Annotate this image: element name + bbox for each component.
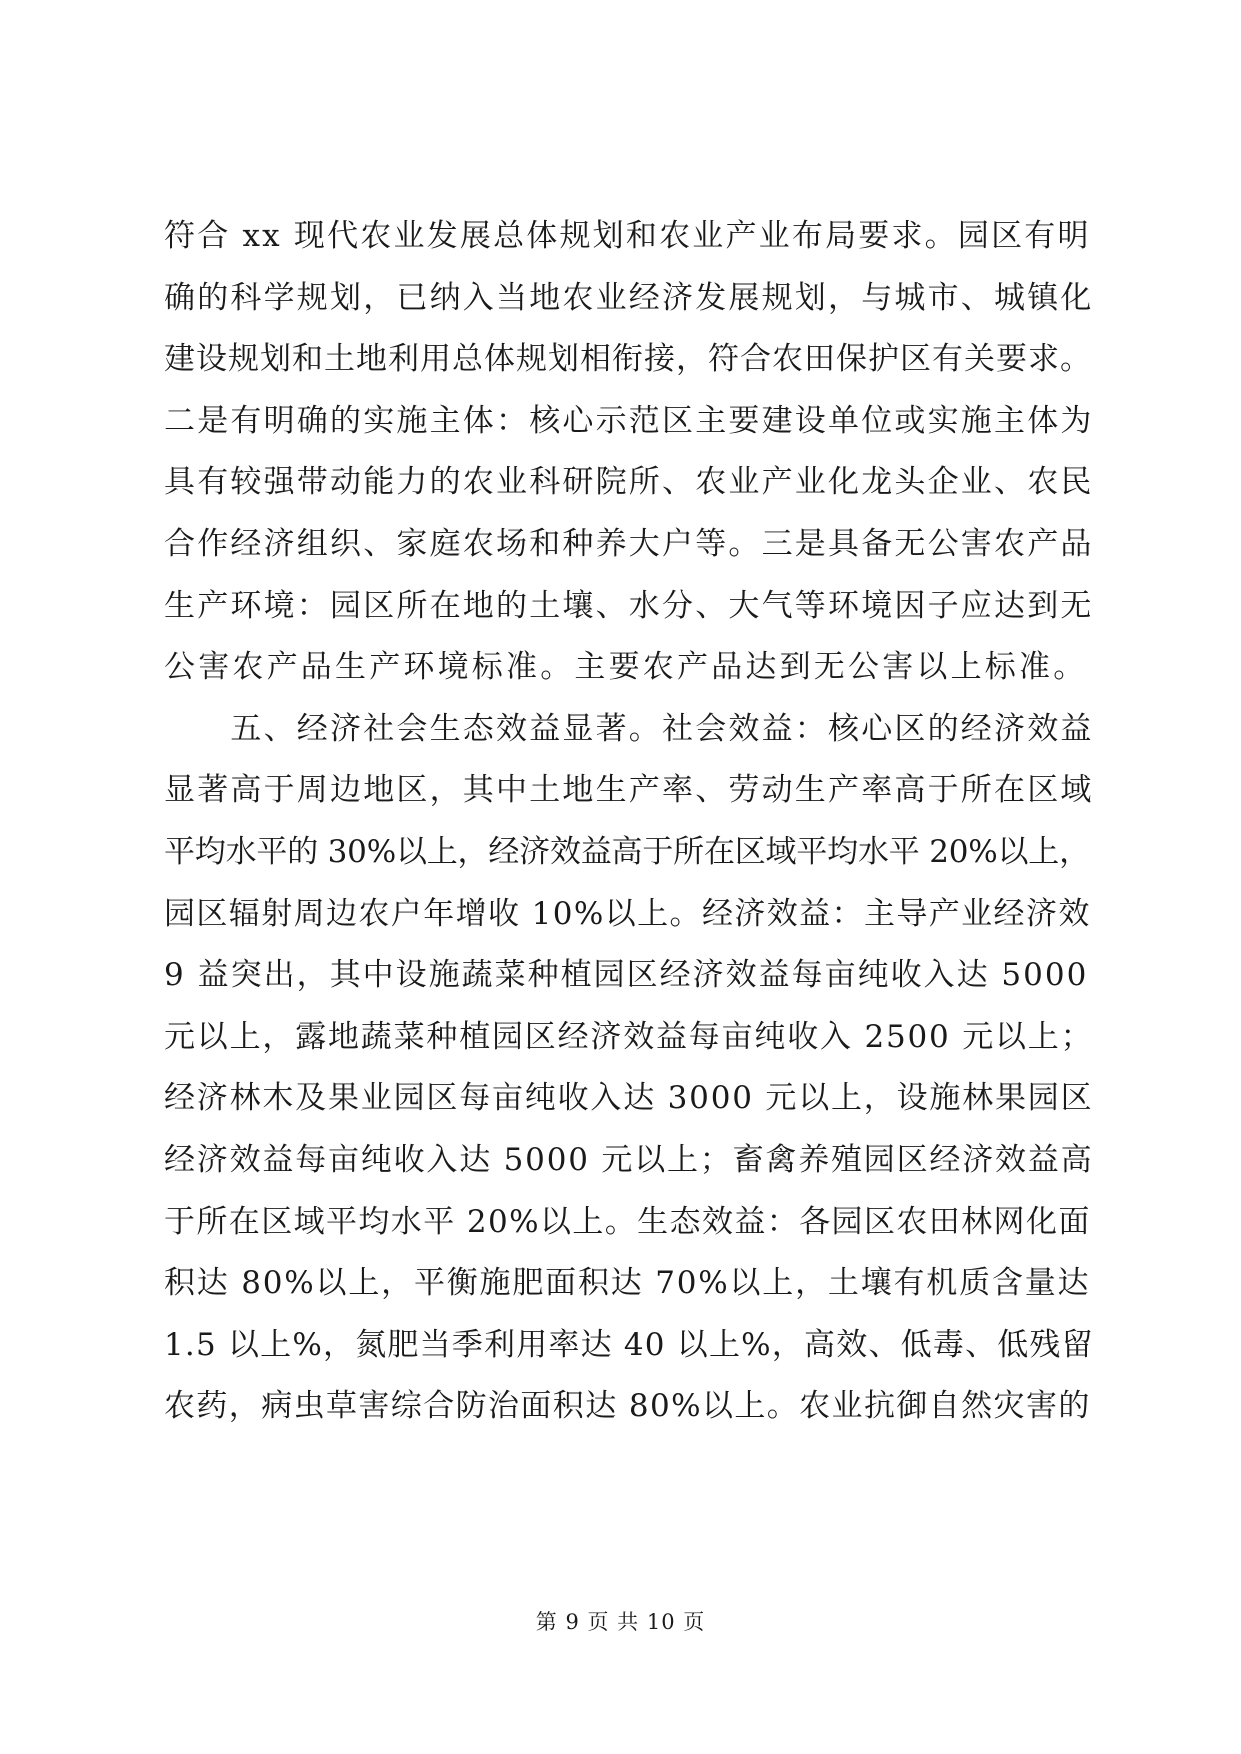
text-line: 平均水平的 30%以上，经济效益高于所在区域平均水平 20%以上， (164, 833, 1090, 870)
page-number-footer: 第 9 页 共 10 页 (535, 1610, 706, 1634)
text-line: 于所在区域平均水平 20%以上。生态效益：各园区农田林网化面 (164, 1203, 1091, 1240)
text-line: 五、经济社会生态效益显著。社会效益：核心区的经济效益 (164, 710, 1094, 747)
text-line: 二是有明确的实施主体：核心示范区主要建设单位或实施主体为 (164, 402, 1094, 439)
text-line: 经济林木及果业园区每亩纯收入达 3000 元以上，设施林果园区 (164, 1080, 1094, 1117)
text-line: 显著高于周边地区，其中土地生产率、劳动生产率高于所在区域 (164, 772, 1094, 809)
text-line: 农药，病虫草害综合防治面积达 80%以上。农业抗御自然灾害的 (164, 1388, 1091, 1425)
text-line: 1.5 以上%，氮肥当季利用率达 40 以上%，高效、低毒、低残留 (164, 1326, 1094, 1363)
text-line: 符合 xx 现代农业发展总体规划和农业产业布局要求。园区有明 (164, 218, 1091, 254)
text-line: 合作经济组织、家庭农场和种养大户等。三是具备无公害农产品 (164, 525, 1094, 562)
text-line: 经济效益每亩纯收入达 5000 元以上；畜禽养殖园区经济效益高 (164, 1141, 1094, 1178)
text-line: 积达 80%以上，平衡施肥面积达 70%以上，土壤有机质含量达 (164, 1265, 1091, 1302)
text-line: 园区辐射周边农户年增收 10%以上。经济效益：主导产业经济效 (164, 895, 1091, 932)
text-line: 生产环境：园区所在地的土壤、水分、大气等环境因子应达到无 (164, 587, 1094, 624)
text-line: 元以上，露地蔬菜种植园区经济效益每亩纯收入 2500 元以上； (164, 1018, 1094, 1055)
text-line: 具有较强带动能力的农业科研院所、农业产业化龙头企业、农民 (164, 464, 1094, 501)
text-line: 9 益突出，其中设施蔬菜种植园区经济效益每亩纯收入达 5000 (164, 957, 1089, 994)
body-text (164, 206, 1094, 1438)
text-line: 建设规划和土地利用总体规划相衔接，符合农田保护区有关要求。 (164, 341, 1092, 378)
text-line: 公害农产品生产环境标准。主要农产品达到无公害以上标准。 (164, 649, 1088, 686)
text-line: 确的科学规划，已纳入当地农业经济发展规划，与城市、城镇化 (164, 279, 1094, 316)
